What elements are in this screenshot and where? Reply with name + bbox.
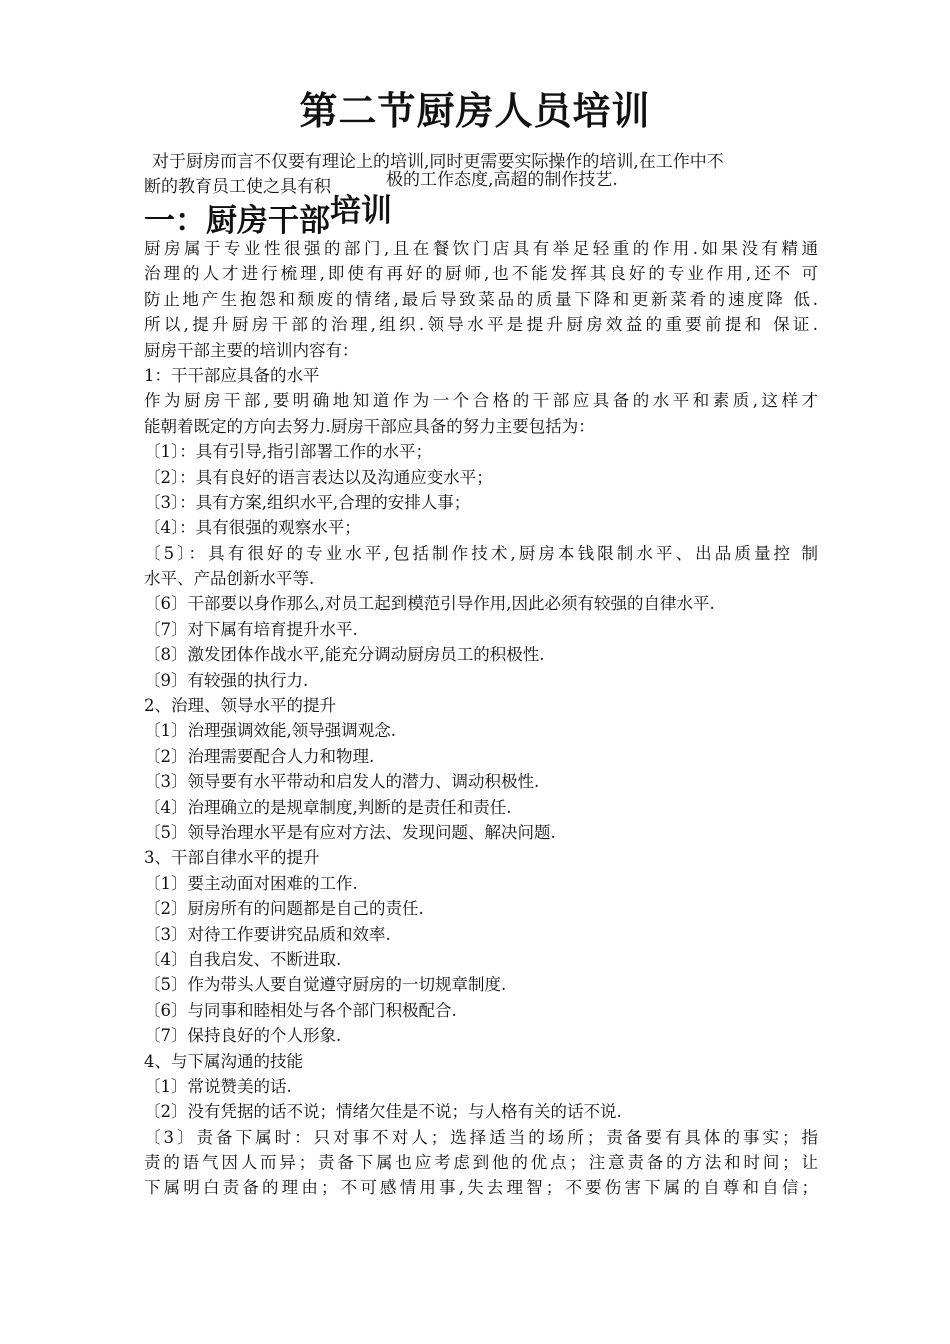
body-line: 〔9〕有较强的执行力. [144,670,309,690]
body-line: 能朝着既定的方向去努力.厨房干部应具备的努力主要包括为： [144,416,595,436]
body-line: 1：干干部应具备的水平 [144,365,320,385]
body-line: 〔6〕与同事和睦相处与各个部门积极配合. [144,1000,457,1020]
body-line: 所以,提升厨房干部的治理,组织.领导水平是提升厨房效益的重要前提和 保证. [144,315,818,335]
body-line: 〔2〕没有凭据的话不说；情绪欠佳是不说；与人格有关的话不说. [144,1102,622,1122]
body-line: 〔4〕自我启发、不断进取. [144,949,342,969]
body-line: 〔7〕保持良好的个人形象. [144,1026,342,1046]
intro-line-2-overlap: 极的工作态度,高超的制作技艺. [386,170,618,190]
body-line: 厨房干部主要的培训内容有： [144,340,359,360]
section-heading-main: 一：厨房干部 [144,203,330,239]
body-line: 〔7〕对下属有培育提升水平. [144,619,358,639]
body-line: 〔4〕：具有很强的观察水平； [144,518,361,538]
body-line: 〔3〕：具有方案,组织水平,合理的安排人事； [144,492,471,512]
body-line: 治理的人才进行梳理,即使有再好的厨师,也不能发挥其良好的专业作用,还不 可 [144,264,818,284]
body-line: 责的语气因人而异；责备下属也应考虑到他的优点；注意责备的方法和时间；让 [144,1153,818,1173]
body-line: 〔1〕：具有引导,指引部署工作的水平； [144,442,432,462]
body-line: 〔5〕：具有很好的专业水平,包括制作技术,厨房本钱限制水平、出品质量控 制 [144,543,818,563]
body-line: 〔1〕要主动面对困难的工作. [144,873,358,893]
body-line: 〔5〕领导治理水平是有应对方法、发现问题、解决问题. [144,822,556,842]
body-line: 〔5〕作为带头人要自觉遵守厨房的一切规章制度. [144,975,507,995]
body-line: 厨房属于专业性很强的部门,且在餐饮门店具有举足轻重的作用.如果没有精通 [144,239,818,258]
body-line: 〔4〕治理确立的是规章制度,判断的是责任和责任. [144,797,512,817]
body-line: 下属明白责备的理由；不可感情用事,失去理智；不要伤害下属的自尊和自信； [144,1178,818,1198]
body-line: 〔3〕责备下属时：只对事不对人；选择适当的场所；责备要有具体的事实；指 [144,1127,818,1147]
body-line: 〔8〕激发团体作战水平,能充分调动厨房员工的积极性. [144,645,545,665]
body-line: 〔1〕常说赞美的话. [144,1076,292,1096]
body-line: 〔3〕对待工作要讲究品质和效率. [144,924,391,944]
body-line: 防止地产生抱怨和颓废的情绪,最后导致菜品的质量下降和更新菜肴的速度降 低. [144,289,818,309]
section-heading-tail: 培训 [330,193,392,229]
body-text [144,236,824,1201]
body-line: 作为厨房干部,要明确地知道作为一个合格的干部应具备的水平和素质,这样才 [144,391,818,411]
body-line: 〔1〕治理强调效能,领导强调观念. [144,721,396,741]
body-line: 〔3〕领导要有水平带动和启发人的潜力、调动积极性. [144,772,540,792]
section-heading [144,195,392,240]
body-line: 3、干部自律水平的提升 [144,848,320,868]
page-title: 第二节厨房人员培训 [299,89,651,133]
intro-line-1: 对于厨房而言不仅要有理论上的培训,同时更需要实际操作的培训,在工作中不 [152,152,724,172]
intro-line-2: 断的教育员工使之具有积 [144,177,331,197]
body-line: 4、与下属沟通的技能 [144,1051,303,1071]
body-line: 〔2〕厨房所有的问题都是自己的责任. [144,899,424,919]
body-line: 水平、产品创新水平等. [144,569,315,589]
body-line: 〔6〕干部要以身作那么,对员工起到模范引导作用,因此必须有较强的自律水平. [144,594,715,614]
body-line: 〔2〕治理需要配合人力和物理. [144,746,375,766]
body-line: 〔2〕：具有良好的语言表达以及沟通应变水平； [144,467,493,487]
body-line: 2、治理、领导水平的提升 [144,696,336,716]
